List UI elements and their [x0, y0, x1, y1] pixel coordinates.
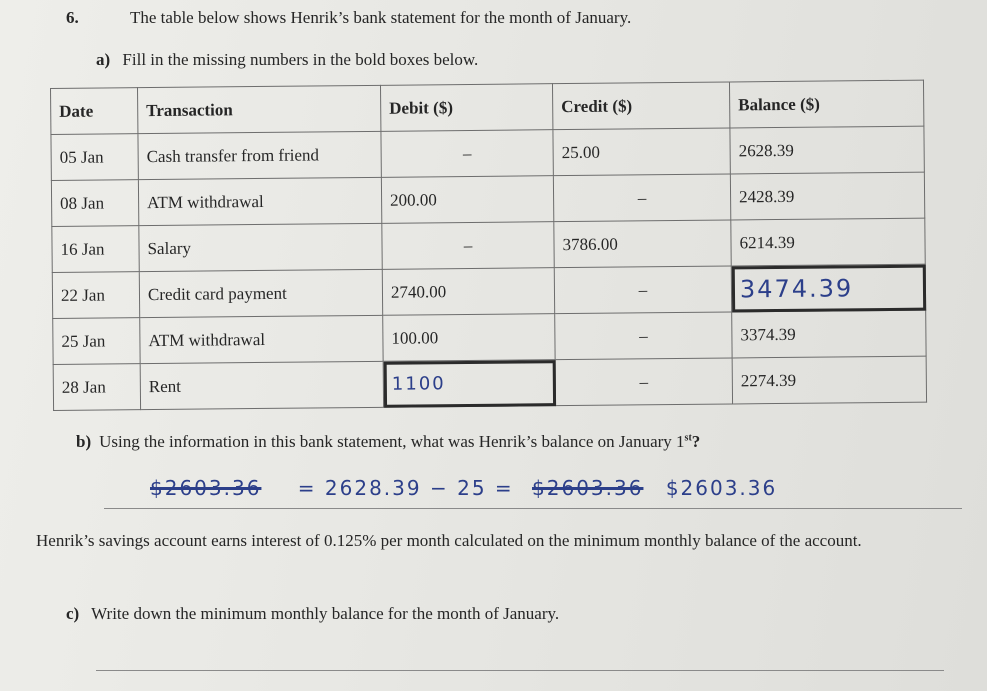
cell-date: 28 Jan — [53, 364, 140, 411]
struck-out-answer-2: $2603.36 — [532, 476, 644, 500]
question-text: The table below shows Henrik’s bank statement for the month of January. — [130, 8, 632, 27]
cell-debit: 200.00 — [381, 176, 553, 224]
cell-debit: 2740.00 — [382, 268, 554, 316]
part-b — [76, 432, 700, 452]
cell-date: 25 Jan — [53, 318, 140, 365]
cell-balance: 2628.39 — [730, 126, 924, 174]
table-row — [51, 172, 924, 226]
part-a — [96, 50, 478, 70]
part-b-tail: ? — [691, 432, 701, 451]
part-b-text: Using the information in this bank statement, what was Henrik’s balance on January 1 — [99, 432, 685, 451]
handwritten-debit: 1100 — [391, 373, 446, 395]
cell-date: 22 Jan — [52, 272, 139, 319]
cell-balance: 2274.39 — [732, 356, 926, 404]
cell-credit: 25.00 — [553, 128, 730, 176]
cell-balance: 3374.39 — [732, 310, 926, 358]
cell-debit: – — [381, 130, 553, 178]
header-debit: Debit ($) — [380, 84, 552, 132]
table-row — [52, 218, 925, 272]
table-row — [51, 126, 924, 180]
struck-out-answer-1: $2603.36 — [150, 476, 262, 500]
cell-transaction: Salary — [139, 223, 382, 271]
header-credit: Credit ($) — [552, 82, 729, 130]
interest-paragraph: Henrik’s savings account earns interest of 0.125% per month calculated on the minimum monthly balance of the account. — [36, 531, 862, 550]
part-b-label: b) — [76, 432, 92, 451]
part-c — [66, 604, 559, 624]
cell-debit: 100.00 — [383, 314, 555, 362]
cell-date: 05 Jan — [51, 134, 138, 181]
cell-balance: 6214.39 — [731, 218, 925, 266]
part-c-text: Write down the minimum monthly balance for the month of January. — [91, 604, 560, 623]
cell-debit: – — [382, 222, 554, 270]
header-date: Date — [51, 88, 138, 135]
part-a-label: a) — [96, 50, 111, 69]
debit-answer-box[interactable] — [383, 360, 555, 408]
cell-transaction: ATM withdrawal — [138, 177, 381, 225]
answer-line-c[interactable] — [96, 670, 944, 671]
bank-statement-table — [50, 80, 927, 411]
cell-credit: – — [555, 358, 732, 406]
handwritten-working — [150, 476, 970, 506]
answer-line-b[interactable] — [104, 508, 962, 509]
header-balance: Balance ($) — [729, 80, 923, 128]
cell-transaction: Cash transfer from friend — [138, 131, 381, 179]
cell-credit: – — [553, 174, 730, 222]
handwritten-balance: 3474.39 — [739, 273, 854, 303]
cell-transaction: Rent — [140, 361, 383, 409]
cell-credit: – — [555, 312, 732, 360]
table-row — [53, 310, 926, 364]
table-row — [52, 264, 925, 318]
table-row — [53, 356, 926, 410]
part-c-label: c) — [66, 604, 80, 623]
working-calculation: = 2628.39 − 25 = — [297, 476, 514, 500]
cell-credit: 3786.00 — [554, 220, 731, 268]
cell-date: 08 Jan — [51, 180, 138, 227]
cell-transaction: ATM withdrawal — [140, 315, 383, 363]
header-transaction: Transaction — [138, 85, 381, 133]
balance-answer-box[interactable] — [731, 264, 925, 312]
final-answer-b: $2603.36 — [665, 476, 778, 500]
part-b-sup: st — [684, 432, 692, 444]
question-number: 6. — [66, 8, 79, 27]
table-header-row — [51, 80, 924, 134]
cell-balance: 2428.39 — [730, 172, 924, 220]
part-a-text: Fill in the missing numbers in the bold boxes below. — [122, 50, 479, 69]
cell-transaction: Credit card payment — [139, 269, 382, 317]
cell-date: 16 Jan — [52, 226, 139, 273]
cell-credit: – — [554, 266, 731, 314]
